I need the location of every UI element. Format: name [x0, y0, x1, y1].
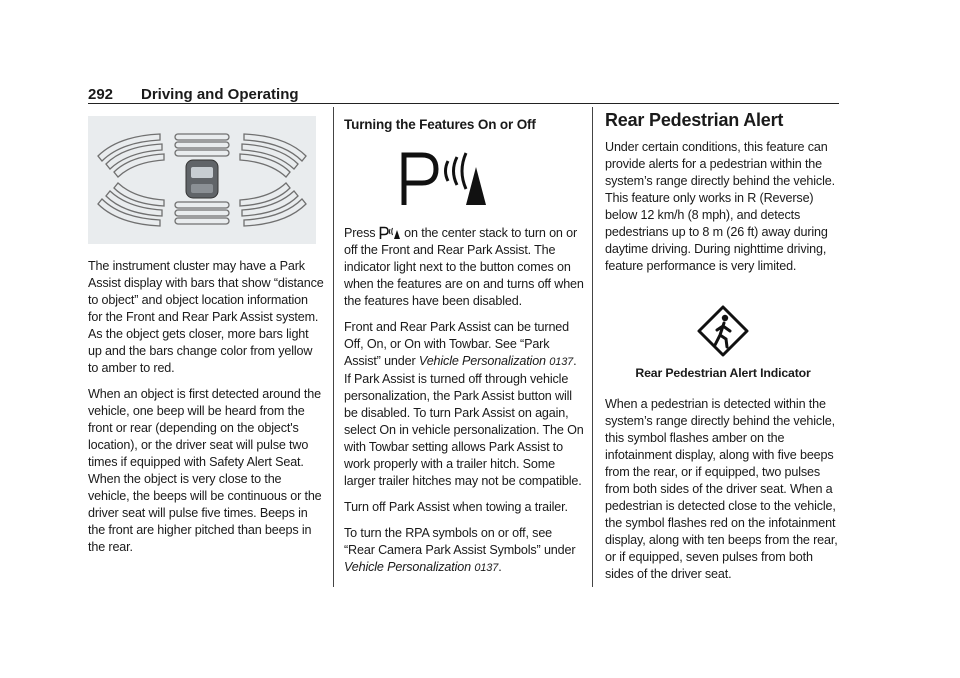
column-2 — [344, 116, 584, 586]
section-heading: Rear Pedestrian Alert — [605, 110, 784, 130]
paragraph: When a pedestrian is detected within the system’s range directly behind the vehicle, this symbol flashes amber on the infotainment display, along with five beeps from the rear, or if equipped, two pulses from both sides of the driver seat. When a pedestrian is detected close to the vehicle, the symbol flashes red on the infotainment display, along with ten beeps from the rear, or if equipped, seven pulses from both sides of the driver seat. — [605, 397, 838, 581]
column-1 — [88, 116, 324, 565]
text-run: . If Park Assist is turned off through vehicle personalization, the Park Assist button will be disabled. To turn Park Assist on again, select On in vehicle personalization. The On with Towbar setting allows Park Assist to work properly with a trailer hitch. Some larger trailer hitches may not be compatible. — [344, 354, 584, 488]
paragraph — [344, 525, 584, 577]
text-run: Front and Rear Park Assist can be turned Off, On, or On with Towbar. See “Park Assist” under — [344, 320, 570, 368]
paragraph: The instrument cluster may have a Park Assist display with bars that show “distance to object” and object location information for the Front and Rear Park Assist system. As the object gets closer, more bars light up and the bars change color from yellow to amber to red. — [88, 259, 324, 375]
paragraph: When an object is first detected around the vehicle, one beep will be heard from the front or rear (depending on the object's location), or the driver seat will pulse two times if equipped with Safety Alert Seat. When the object is very close to the vehicle, the beeps will be continuous or the driver seat will pulse five times. Beeps in the front are higher pitched than beeps in the rear. — [88, 387, 322, 554]
page-reference[interactable]: 0137 — [549, 356, 574, 368]
cross-reference-link[interactable]: Vehicle Personalization — [418, 354, 546, 368]
paragraph: Under certain conditions, this feature can provide alerts for a pedestrian within the system’s range directly behind the vehicle. This feature only works in R (Reverse) below 12 km/h (8 mph), and detects pedestrians up to 8 m (26 ft) away during daytime driving. During nighttime driving, feature performance is very limited. — [605, 140, 835, 273]
paragraph: Turn off Park Assist when towing a trailer. — [344, 500, 568, 514]
paragraph — [344, 225, 584, 310]
text-run: Press — [344, 226, 376, 240]
column-divider — [592, 107, 593, 587]
park-assist-cluster-display-icon — [88, 116, 316, 244]
text-run: To turn the RPA symbols on or off, see “Rear Camera Park Assist Symbols” under — [344, 526, 576, 557]
header-rule — [88, 103, 839, 104]
subheading: Turning the Features On or Off — [344, 117, 536, 132]
cross-reference-link[interactable]: Vehicle Personalization — [344, 560, 471, 574]
figure-caption: Rear Pedestrian Alert Indicator — [635, 366, 811, 380]
paragraph — [344, 319, 584, 490]
text-run: on the center stack to turn on or off the Front and Rear Park Assist. The indicator light next to the button comes on when the features are on and turns off when the features have been disabled. — [344, 226, 584, 308]
text-run: . — [498, 560, 502, 574]
section-title: Driving and Operating — [141, 86, 299, 103]
park-assist-button-icon — [398, 147, 490, 211]
column-divider — [333, 107, 334, 587]
column-3 — [605, 112, 841, 592]
park-assist-button-icon — [379, 226, 401, 240]
rear-pedestrian-alert-icon — [695, 303, 751, 359]
page-reference[interactable]: 0137 — [474, 562, 499, 574]
page-number: 292 — [88, 86, 114, 103]
